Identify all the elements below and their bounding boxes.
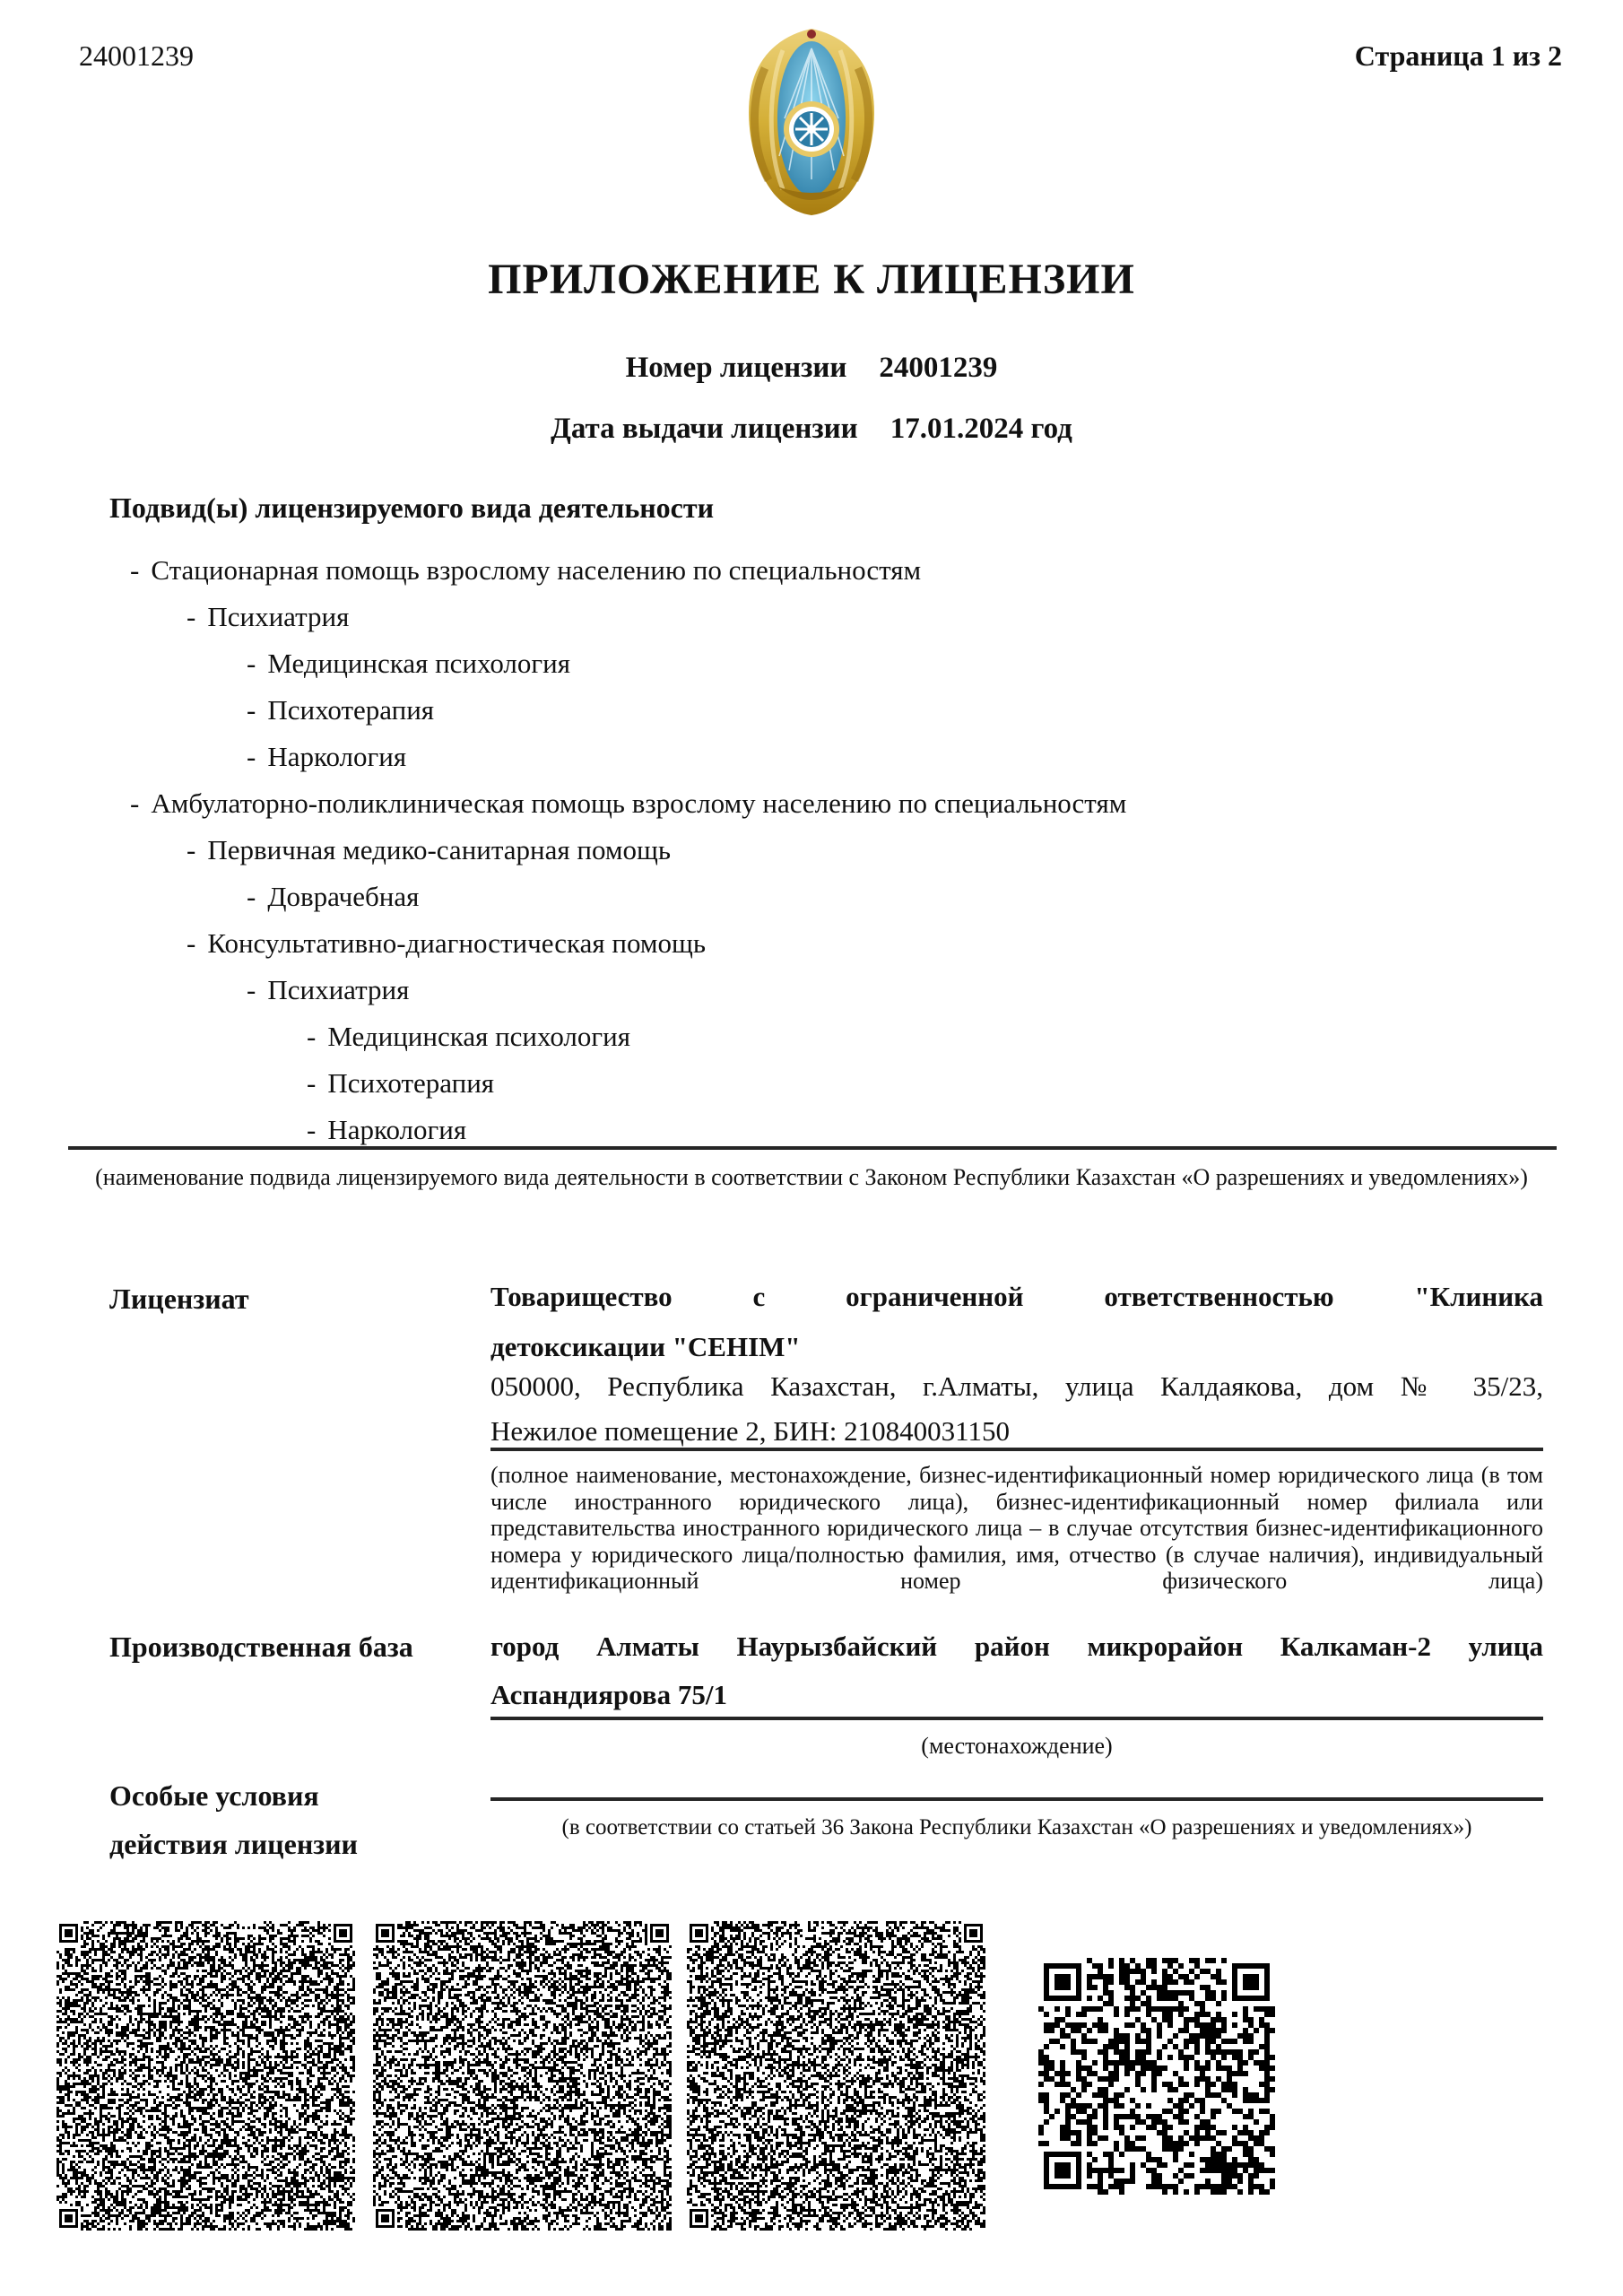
subtypes-divider [68,1146,1557,1150]
subtype-item: - Медицинская психология [307,1021,630,1053]
licensee-name-line1: Товарищество с ограниченной ответственностью "Клиника [490,1281,1543,1312]
document-number: 24001239 [79,39,194,72]
special-conditions-caption: (в соответствии со статьей 36 Закона Республики Казахстан «О разрешениях и уведомлениях») [561,1815,1472,1839]
license-number-line [0,352,1623,385]
special-conditions-divider [490,1797,1543,1801]
production-base-value-line2: Аспандиярова 75/1 [490,1679,727,1710]
datamatrix-stamp-2 [373,1921,673,2231]
licensee-name-line2: детоксикации "СЕНІМ" [490,1331,801,1362]
page-title: ПРИЛОЖЕНИЕ К ЛИЦЕНЗИИ [488,256,1135,303]
license-number-value: 24001239 [879,352,998,384]
license-number-label: Номер лицензии [625,352,847,384]
subtype-item: - Наркология [247,741,406,773]
production-base-label: Производственная база [109,1631,413,1663]
licensee-label: Лицензиат [109,1283,249,1315]
page-indicator: Страница 1 из 2 [1354,39,1562,72]
production-base-value-line1: город Алматы Наурызбайский район микрорайон Калкаман-2 улица [490,1631,1543,1662]
license-date-label: Дата выдачи лицензии [551,413,858,445]
subtype-item: - Стационарная помощь взрослому населению по специальностям [130,554,921,587]
subtype-item: - Консультативно-диагностическая помощь [187,927,706,960]
license-date-line [0,413,1623,446]
subtypes-heading: Подвид(ы) лицензируемого вида деятельности [109,491,715,524]
special-conditions-label-line1: Особые условия [109,1779,319,1812]
subtype-item: - Психотерапия [247,694,434,726]
license-date-value: 17.01.2024 год [890,413,1072,445]
licensee-divider [490,1448,1543,1451]
production-base-divider [490,1717,1543,1720]
licensee-caption: (полное наименование, местонахождение, бизнес-идентификационный номер юридического лица (в том числе иностранного юридического лица), бизнес-идентификационный номер филиала или представительства иностранного юридического лица – в случае отсутствия бизнес-идентификационного номера у юридического лица/полностью фамилия, имя, отчество (в случае наличия), индивидуальный идентификационный номер физического лица) [490,1462,1543,1594]
subtype-item: - Амбулаторно-поликлиническая помощь взрослому населению по специальностям [130,787,1126,820]
subtype-item: - Наркология [307,1114,466,1146]
kazakhstan-emblem-icon [728,22,895,217]
subtype-item: - Медицинская психология [247,648,570,680]
datamatrix-stamp-1 [56,1921,357,2231]
subtype-item: - Психиатрия [247,974,409,1006]
subtypes-caption: (наименование подвида лицензируемого вида деятельности в соответствии с Законом Республики Казахстан «О разрешениях и уведомлениях») [95,1164,1528,1190]
datamatrix-stamp-3 [687,1921,987,2231]
licensee-address-line2: Нежилое помещение 2, БИН: 210840031150 [490,1415,1010,1447]
subtype-item: - Психиатрия [187,601,349,633]
subtype-item: - Первичная медико-санитарная помощь [187,834,671,866]
subtype-item: - Психотерапия [307,1067,494,1100]
licensee-address-line1: 050000, Республика Казахстан, г.Алматы, улица Калдаякова, дом № 35/23, [490,1370,1543,1402]
qr-code [1038,1958,1275,2195]
subtype-item: - Доврачебная [247,881,419,913]
special-conditions-label-line2: действия лицензии [109,1828,358,1860]
production-base-caption: (местонахождение) [921,1733,1113,1759]
